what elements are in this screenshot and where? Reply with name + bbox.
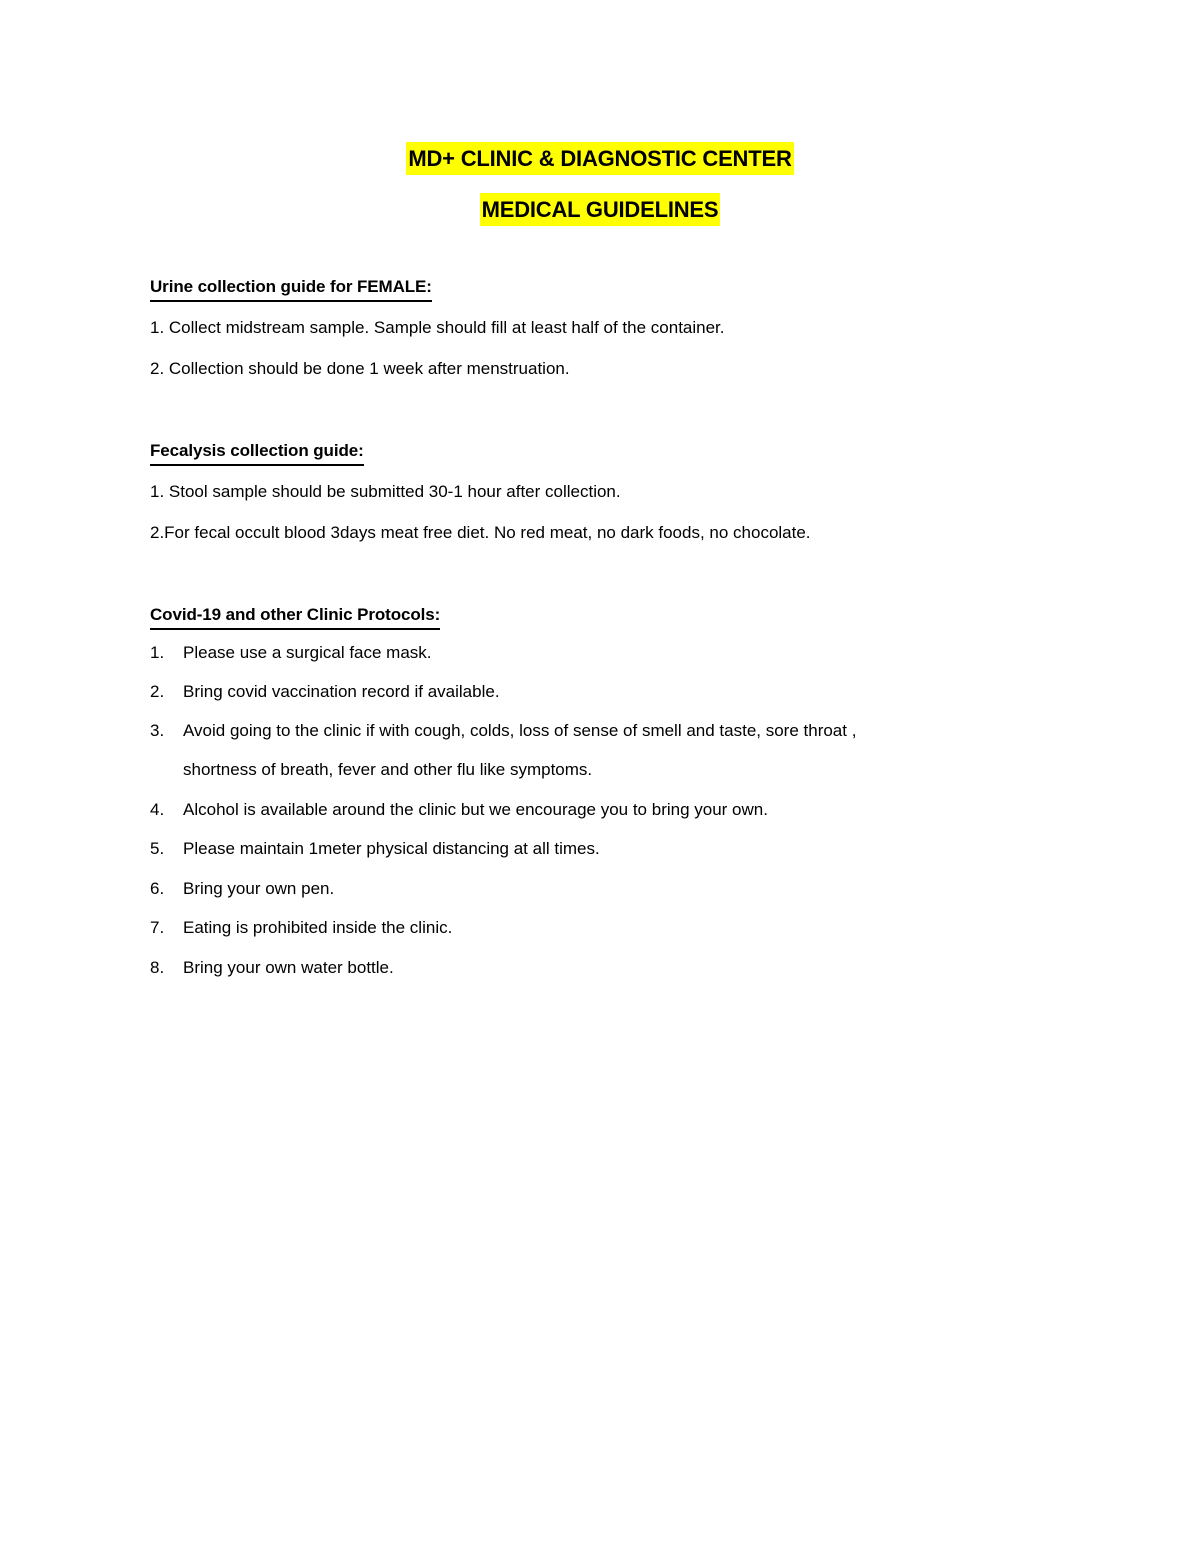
covid-item-text: Avoid going to the clinic if with cough, colds, loss of sense of smell and taste, sore throat , (183, 721, 857, 740)
covid-item-number: 7. (150, 918, 165, 937)
covid-item-text: Alcohol is available around the clinic but we encourage you to bring your own. (183, 800, 768, 819)
covid-item-number: 6. (150, 879, 165, 898)
covid-item-text: Please use a surgical face mask. (183, 643, 432, 662)
covid-item-text: Bring your own water bottle. (183, 958, 394, 977)
covid-heading: Covid-19 and other Clinic Protocols: (150, 605, 440, 630)
covid-item-number: 4. (150, 800, 165, 819)
covid-item-text: Bring covid vaccination record if available. (183, 682, 500, 701)
covid-item-text: Bring your own pen. (183, 879, 335, 898)
urine-item-2: 2. Collection should be done 1 week after menstruation. (150, 359, 570, 378)
covid-item-continuation: shortness of breath, fever and other flu like symptoms. (183, 760, 593, 779)
urine-heading: Urine collection guide for FEMALE: (150, 277, 432, 302)
covid-item-number: 2. (150, 682, 165, 701)
guidelines-title-text: MEDICAL GUIDELINES (480, 193, 721, 226)
covid-item-number: 1. (150, 643, 165, 662)
fecalysis-item-1: 1. Stool sample should be submitted 30-1 hour after collection. (150, 482, 621, 501)
covid-item-number: 5. (150, 839, 165, 858)
guidelines-title (0, 197, 1200, 223)
covid-item-number: 8. (150, 958, 165, 977)
covid-item-number: 3. (150, 721, 165, 740)
urine-item-1: 1. Collect midstream sample. Sample should fill at least half of the container. (150, 318, 725, 337)
fecalysis-item-2: 2.For fecal occult blood 3days meat free diet. No red meat, no dark foods, no chocolate. (150, 523, 811, 542)
covid-item-text: Please maintain 1meter physical distancing at all times. (183, 839, 600, 858)
clinic-title (0, 146, 1200, 172)
clinic-title-text: MD+ CLINIC & DIAGNOSTIC CENTER (406, 142, 793, 175)
covid-item-text: Eating is prohibited inside the clinic. (183, 918, 453, 937)
fecalysis-heading: Fecalysis collection guide: (150, 441, 364, 466)
